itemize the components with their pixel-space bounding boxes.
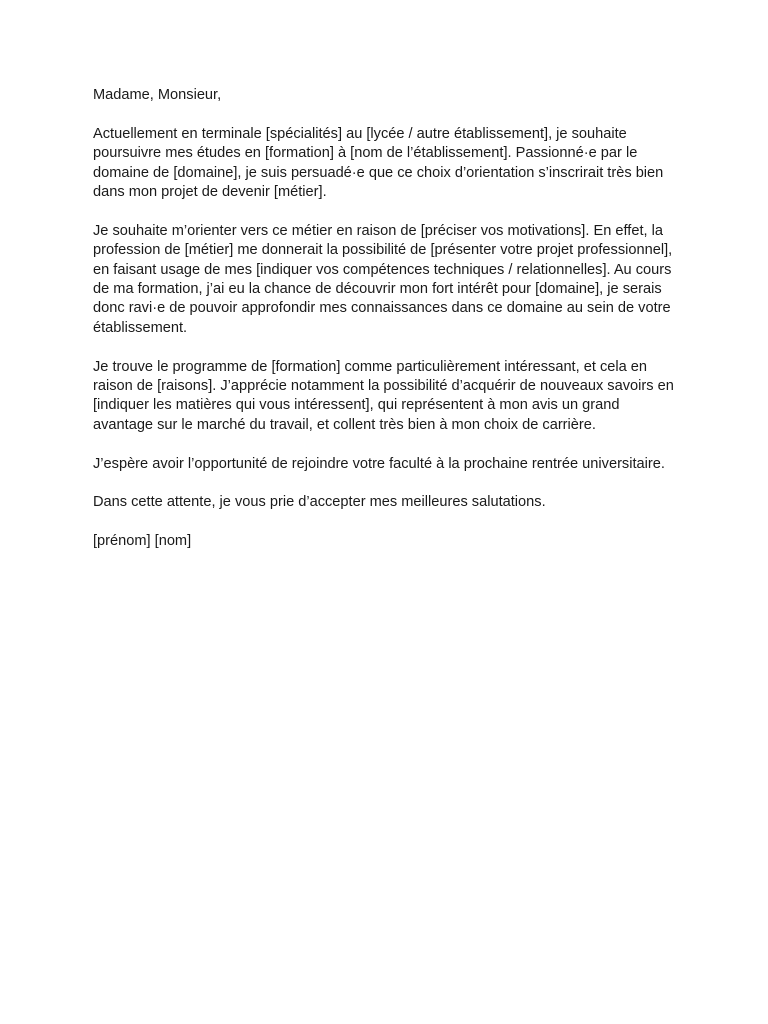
salutation: Madame, Monsieur, xyxy=(93,87,222,103)
signature: [prénom] [nom] xyxy=(93,533,192,550)
letter-body xyxy=(93,86,683,571)
paragraph-intro: Actuellement en terminale [spécialités] au [lycée / autre établissement], je souhaite poursuivre mes études en [formation] à [nom de l’établissement]. Passionné·e par le domaine de [domaine], je suis persuadé·e que ce choix d’orientation s’inscrirait très bien dans mon projet de devenir [métier]. xyxy=(93,125,664,201)
paragraph-program: Je trouve le programme de [formation] comme particulièrement intéressant, et cela en raison de [raisons]. J’apprécie notamment la possibilité d’acquérir de nouveaux savoirs en [indiquer les matières qui vous intéressent], qui représentent à mon avis un grand avantage sur le marché du travail, et collent très bien à mon choix de carrière. xyxy=(93,358,674,433)
paragraph-hope: J’espère avoir l’opportunité de rejoindre votre faculté à la prochaine rentrée universitaire. xyxy=(93,455,665,472)
paragraph-motivation: Je souhaite m’orienter vers ce métier en raison de [préciser vos motivations]. En effet, la profession de [métier] me donnerait la possibilité de [présenter votre projet professionnel], en faisant usage de mes [indiquer vos compétences techniques / relationnelles]. Au cours de ma formation, j’ai eu la chance de découvrir mon fort intérêt pour [domaine], je serais donc ravi·e de pouvoir approfondir mes connaissances dans ce domaine au sein de votre établissement. xyxy=(93,222,673,336)
paragraph-closing: Dans cette attente, je vous prie d’accepter mes meilleures salutations. xyxy=(93,494,546,511)
